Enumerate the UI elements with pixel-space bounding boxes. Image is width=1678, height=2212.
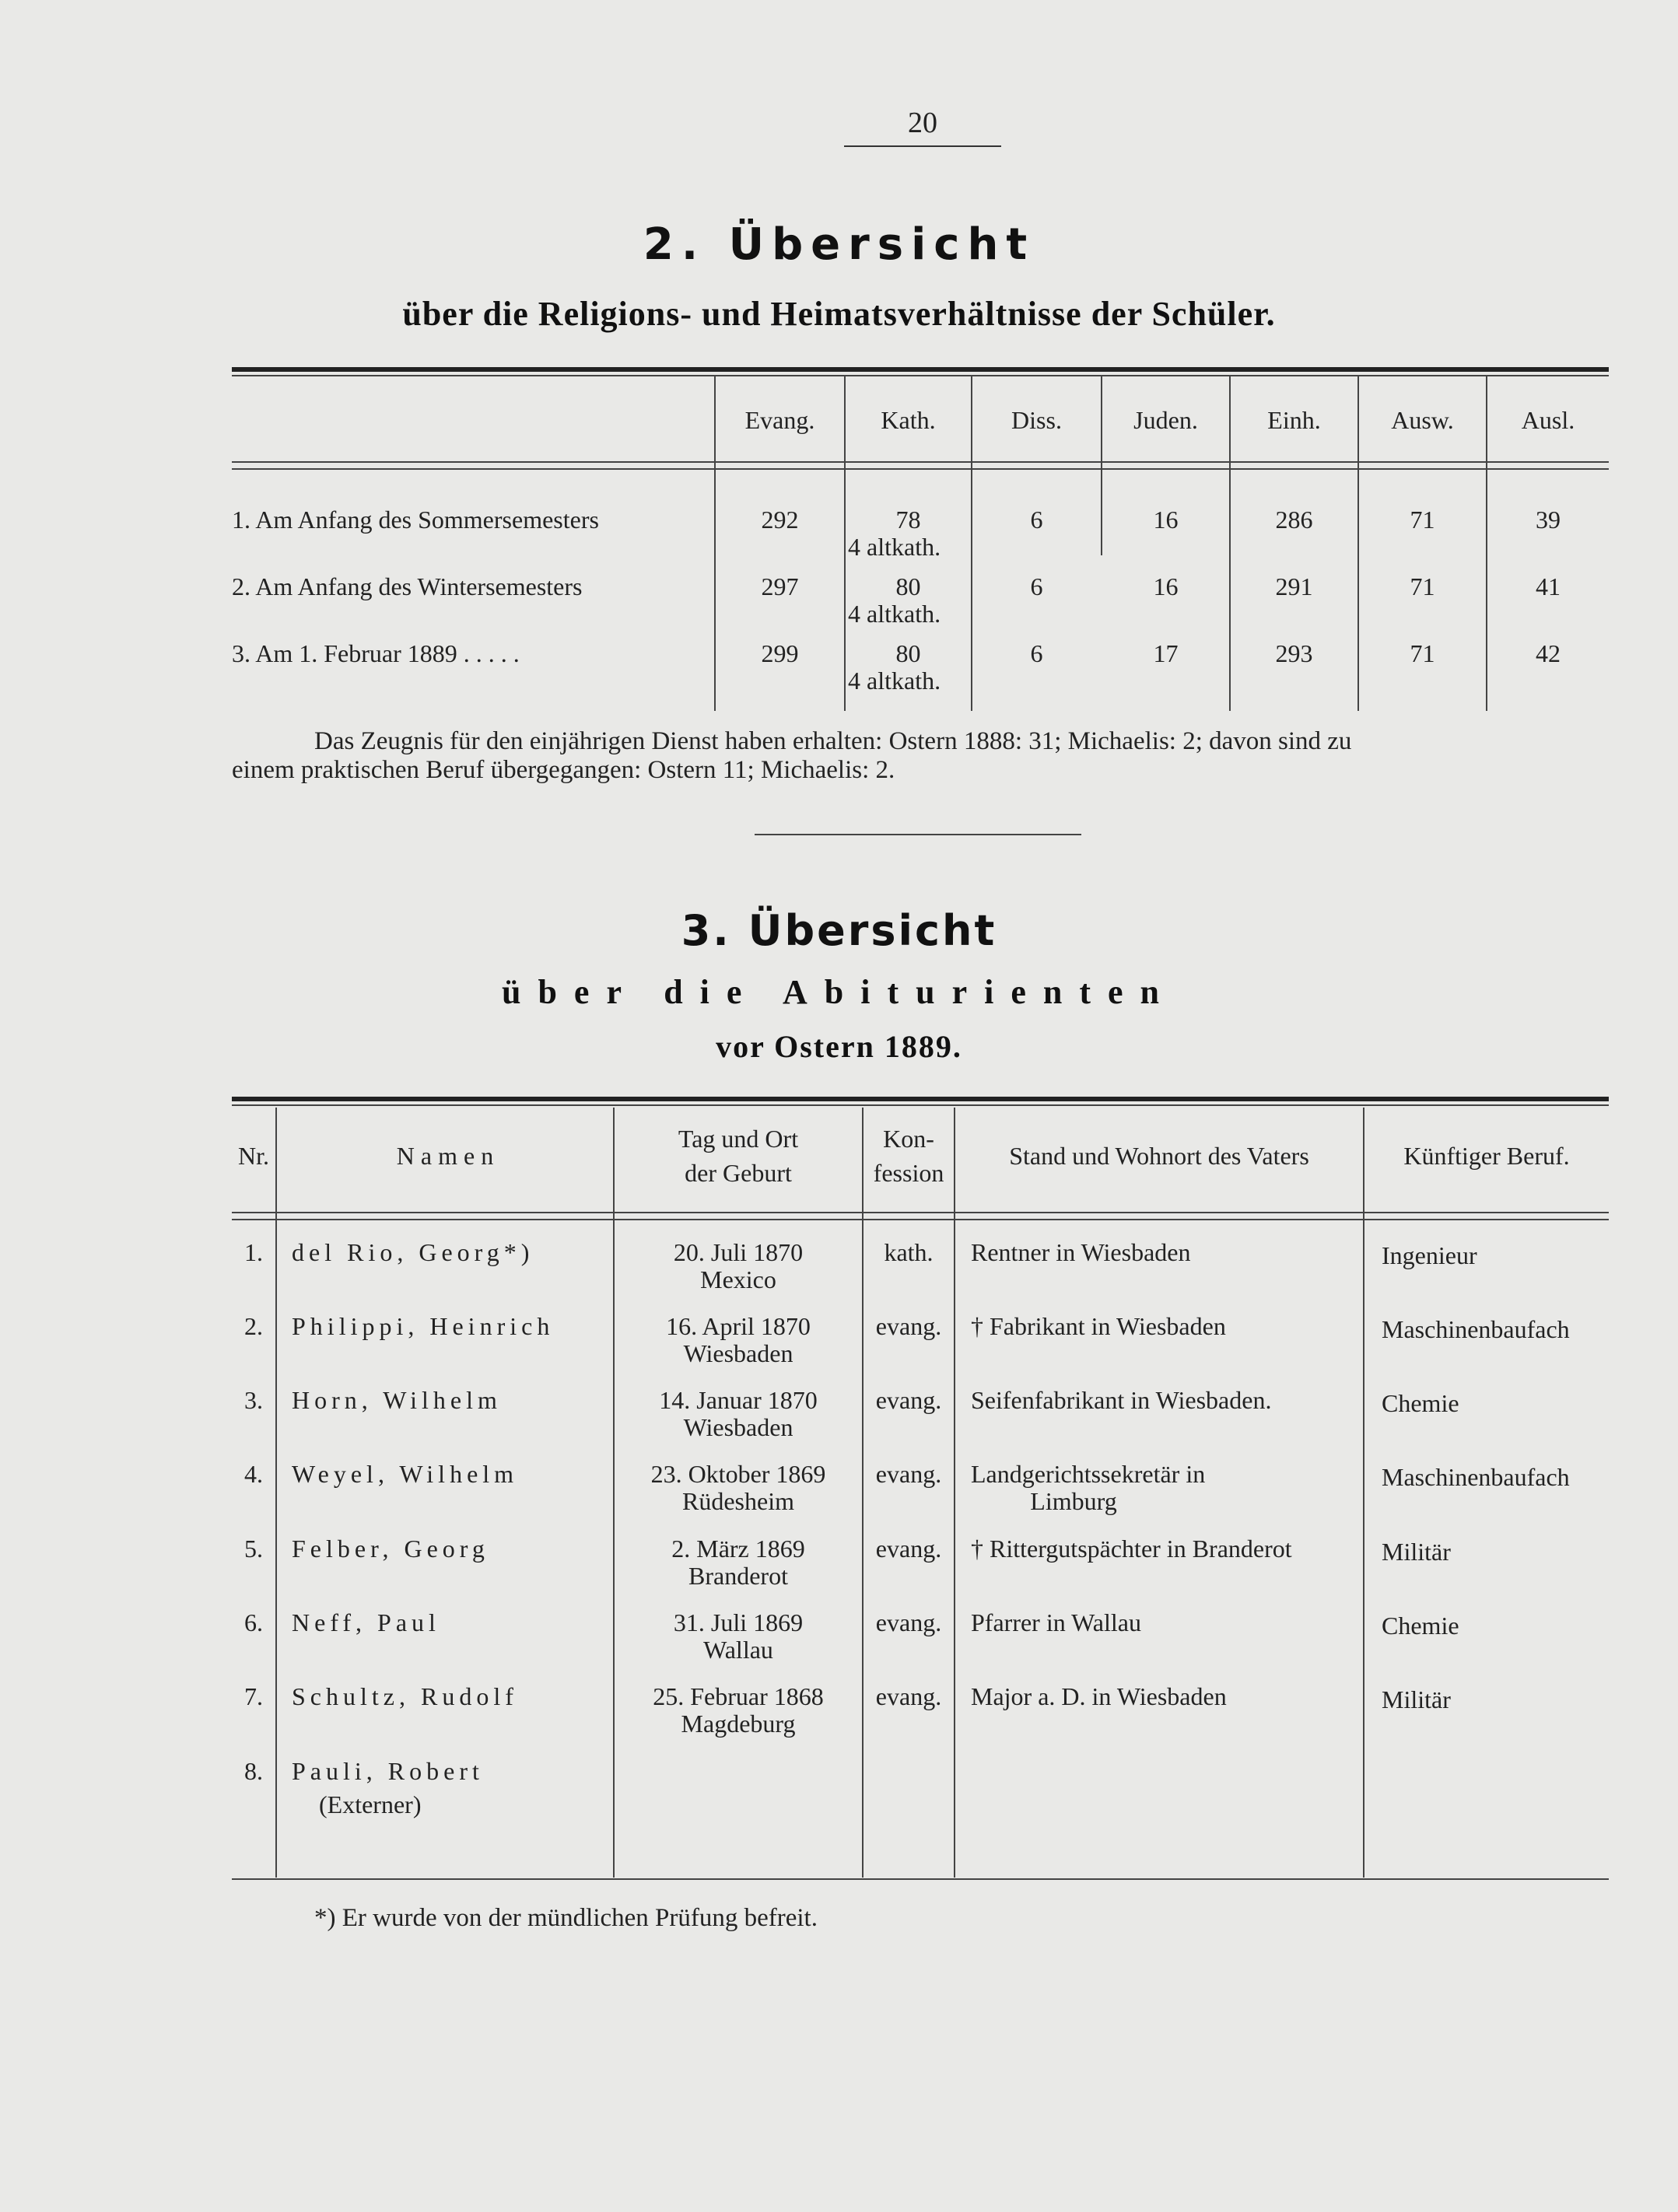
cell-date: 20. Juli 1870 (673, 1238, 804, 1266)
cell-nr: 4. (244, 1460, 263, 1488)
cell-evang: 299 (761, 639, 799, 667)
cell-vater: Major a. D. in Wiesbaden (971, 1682, 1227, 1710)
cell-nr: 3. (244, 1386, 263, 1414)
cell-beruf: Maschinenbaufach (1382, 1463, 1570, 1491)
row-label: 1. Am Anfang des Sommersemesters (232, 506, 599, 534)
cell-konfession: evang. (875, 1312, 942, 1340)
cell-nr: 6. (244, 1608, 263, 1636)
cell-diss: 6 (1030, 506, 1043, 534)
header-evang: Evang. (744, 406, 815, 434)
cell-diss: 6 (1030, 639, 1043, 667)
cell-einh: 293 (1275, 639, 1313, 667)
cell-date: 23. Oktober 1869 (650, 1460, 826, 1488)
cell-beruf: Ingenieur (1382, 1241, 1477, 1269)
header-juden: Juden. (1133, 406, 1198, 434)
cell-konfession: kath. (884, 1238, 934, 1266)
section2-note-line2: einem praktischen Beruf übergegangen: Ostern 11; Michaelis: 2. (232, 756, 895, 784)
header-konfession-2: fession (873, 1159, 944, 1187)
cell-nr: 5. (244, 1535, 263, 1563)
cell-kath: 78 (895, 506, 921, 534)
table-rule-top (232, 1097, 1609, 1101)
cell-name: Weyel, Wilhelm (292, 1460, 519, 1488)
cell-nr: 1. (244, 1238, 263, 1266)
cell-name: Felber, Georg (292, 1535, 489, 1563)
cell-beruf: Maschinenbaufach (1382, 1315, 1570, 1343)
cell-juden: 17 (1153, 639, 1179, 667)
table-rule-header (232, 461, 1609, 463)
cell-vater: † Fabrikant in Wiesbaden (971, 1312, 1226, 1340)
header-geburt: Tag und Ort (678, 1125, 799, 1153)
header-nr: Nr. (238, 1142, 269, 1170)
section-divider (755, 834, 1081, 835)
header-name: N a m e n (396, 1142, 494, 1170)
page-number: 20 (908, 107, 937, 139)
header-vater: Stand und Wohnort des Vaters (1009, 1142, 1309, 1170)
cell-evang: 292 (761, 506, 799, 534)
header-einh: Einh. (1267, 406, 1321, 434)
section2-title: 2. Übersicht (643, 219, 1035, 270)
cell-place: Mexico (700, 1265, 776, 1293)
cell-kath-note: 4 altkath. (848, 667, 941, 695)
cell-nr: 7. (244, 1682, 263, 1710)
cell-vater: Seifenfabrikant in Wiesbaden. (971, 1386, 1272, 1414)
cell-juden: 16 (1153, 506, 1179, 534)
cell-place: Wallau (703, 1636, 773, 1664)
header-kath: Kath. (881, 406, 936, 434)
cell-evang: 297 (761, 572, 799, 600)
cell-beruf: Chemie (1382, 1612, 1459, 1640)
cell-date: 16. April 1870 (666, 1312, 811, 1340)
table-rule-header-2 (232, 468, 1609, 470)
cell-name: Philippi, Heinrich (292, 1312, 555, 1340)
col-divider (862, 1108, 864, 1878)
table-rule-bottom (232, 1878, 1609, 1880)
col-divider (1363, 1108, 1364, 1878)
cell-nr: 2. (244, 1312, 263, 1340)
table-rule-top-thin (232, 1104, 1609, 1106)
cell-place: Magdeburg (681, 1710, 796, 1738)
cell-kath-note: 4 altkath. (848, 600, 941, 628)
cell-ausw: 71 (1410, 639, 1435, 667)
cell-konfession: evang. (875, 1460, 942, 1488)
cell-konfession: evang. (875, 1682, 942, 1710)
section2-subtitle: über die Religions- und Heimatsverhältnisse der Schüler. (402, 295, 1276, 333)
cell-konfession: evang. (875, 1386, 942, 1414)
cell-ausl: 42 (1536, 639, 1561, 667)
cell-place: Branderot (688, 1562, 788, 1590)
cell-ausw: 71 (1410, 506, 1435, 534)
page-number-rule (844, 145, 1001, 147)
row-label: 2. Am Anfang des Wintersemesters (232, 572, 583, 600)
cell-vater: † Rittergutspächter in Branderot (971, 1535, 1292, 1563)
cell-name: Schultz, Rudolf (292, 1682, 518, 1710)
col-divider (275, 1108, 277, 1878)
section2-note-line1: Das Zeugnis für den einjährigen Dienst haben erhalten: Ostern 1888: 31; Michaelis: 2; davon sind zu (314, 727, 1352, 755)
cell-date: 14. Januar 1870 (659, 1386, 818, 1414)
cell-einh: 286 (1275, 506, 1313, 534)
cell-date: 2. März 1869 (671, 1535, 805, 1563)
table-rule-top-thin (232, 375, 1609, 376)
table-rule-header-2 (232, 1219, 1609, 1220)
cell-beruf: Militär (1382, 1685, 1451, 1713)
cell-place: Wiesbaden (683, 1339, 793, 1367)
header-geburt-2: der Geburt (685, 1159, 792, 1187)
cell-konfession: evang. (875, 1535, 942, 1563)
cell-date: 25. Februar 1868 (653, 1682, 824, 1710)
cell-kath: 80 (895, 572, 921, 600)
cell-name: del Rio, Georg*) (292, 1238, 534, 1266)
table-rule-top (232, 367, 1609, 372)
table-rule-header (232, 1212, 1609, 1213)
cell-vater: Pfarrer in Wallau (971, 1608, 1141, 1636)
cell-juden: 16 (1153, 572, 1179, 600)
cell-kath-note: 4 altkath. (848, 533, 941, 561)
footnote: *) Er wurde von der mündlichen Prüfung befreit. (314, 1904, 818, 1932)
cell-kath: 80 (895, 639, 921, 667)
header-ausw: Ausw. (1391, 406, 1454, 434)
row-label: 3. Am 1. Februar 1889 . . . . . (232, 639, 520, 667)
cell-ausl: 39 (1536, 506, 1561, 534)
section3-subtitle: über die Abiturienten (501, 973, 1176, 1011)
cell-ausw: 71 (1410, 572, 1435, 600)
cell-vater: Landgerichtssekretär in (971, 1460, 1206, 1488)
cell-einh: 291 (1275, 572, 1313, 600)
cell-place: Wiesbaden (683, 1413, 793, 1441)
cell-vater-2: Limburg (1030, 1487, 1117, 1515)
cell-date: 31. Juli 1869 (673, 1608, 804, 1636)
cell-beruf: Chemie (1382, 1389, 1459, 1417)
section3-subtitle-date: vor Ostern 1889. (716, 1029, 962, 1064)
header-diss: Diss. (1011, 406, 1062, 434)
header-konfession: Kon- (883, 1125, 934, 1153)
cell-name: Neff, Paul (292, 1608, 440, 1636)
cell-name: Pauli, Robert (292, 1757, 484, 1785)
section3-title: 3. Übersicht (681, 906, 997, 955)
cell-nr: 8. (244, 1757, 263, 1785)
cell-ausl: 41 (1536, 572, 1561, 600)
cell-name-2: (Externer) (319, 1790, 422, 1818)
cell-name: Horn, Wilhelm (292, 1386, 502, 1414)
cell-diss: 6 (1030, 572, 1043, 600)
cell-vater: Rentner in Wiesbaden (971, 1238, 1191, 1266)
header-ausl: Ausl. (1521, 406, 1575, 434)
header-beruf: Künftiger Beruf. (1403, 1142, 1570, 1170)
cell-place: Rüdesheim (682, 1487, 794, 1515)
cell-beruf: Militär (1382, 1538, 1451, 1566)
cell-konfession: evang. (875, 1608, 942, 1636)
